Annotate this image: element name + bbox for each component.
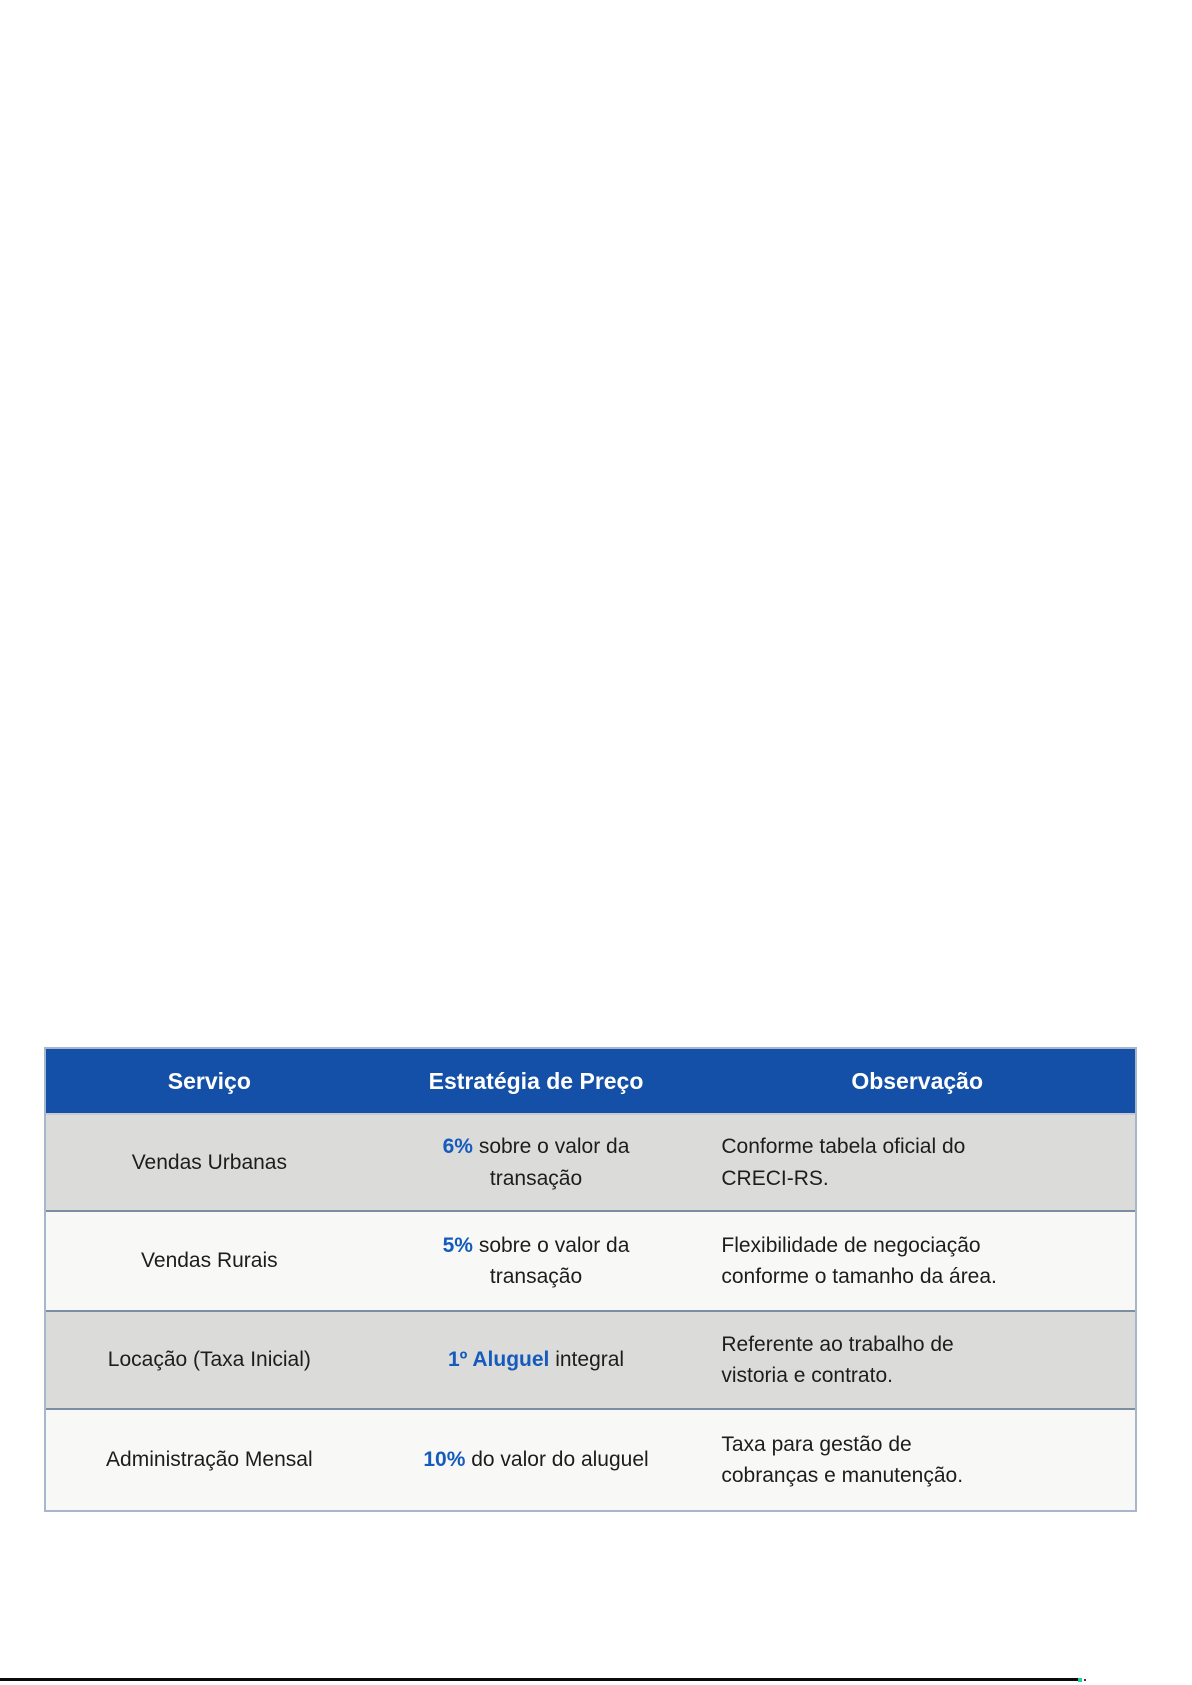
service-cell: Administração Mensal [106, 1448, 313, 1472]
page-bottom-divider [0, 1678, 1078, 1681]
price-cell [373, 1438, 700, 1481]
table-header-row [46, 1049, 1135, 1115]
note-line: conforme o tamanho da área. [721, 1265, 997, 1288]
note-cell [699, 1423, 1135, 1497]
price-text: sobre o valor da [472, 1233, 630, 1257]
price-text-line2: transação [489, 1166, 583, 1190]
note-line: Referente ao trabalho de [721, 1332, 954, 1356]
price-cell [373, 1125, 700, 1199]
table-row [46, 1310, 1135, 1408]
column-header-estrategia-de-preco: Estratégia de Preço [428, 1067, 644, 1094]
price-accent-value: 6% [442, 1135, 473, 1159]
column-header-observacao: Observação [851, 1067, 984, 1094]
note-line: Flexibilidade de negociação [721, 1233, 981, 1257]
price-accent-value: 10% [423, 1448, 466, 1472]
price-accent-value: 1º Aluguel [447, 1348, 550, 1372]
table-row [46, 1115, 1135, 1210]
price-text: sobre o valor da [472, 1135, 630, 1159]
pricing-table [44, 1047, 1137, 1512]
table-row [46, 1210, 1135, 1310]
note-cell [699, 1224, 1135, 1298]
note-line: cobranças e manutenção. [721, 1464, 964, 1487]
note-cell [699, 1323, 1135, 1397]
page-bottom-divider-teal-mark [1078, 1678, 1082, 1682]
price-cell [373, 1338, 700, 1381]
note-line: Taxa para gestão de [721, 1432, 912, 1456]
price-text: integral [549, 1348, 625, 1372]
service-cell: Vendas Urbanas [131, 1150, 287, 1174]
note-line: CRECI-RS. [721, 1166, 829, 1190]
price-text: do valor do aluguel [465, 1448, 649, 1472]
price-accent-value: 5% [442, 1233, 473, 1257]
page-bottom-divider-dot [1084, 1679, 1086, 1681]
service-cell: Vendas Rurais [141, 1249, 278, 1273]
price-text-line2: transação [489, 1265, 583, 1288]
table-row [46, 1408, 1135, 1510]
note-cell [699, 1125, 1135, 1199]
note-line: Conforme tabela oficial do [721, 1135, 966, 1159]
column-header-servico: Serviço [167, 1067, 251, 1094]
service-cell: Locação (Taxa Inicial) [107, 1348, 311, 1372]
price-cell [373, 1224, 700, 1298]
note-line: vistoria e contrato. [721, 1364, 893, 1387]
